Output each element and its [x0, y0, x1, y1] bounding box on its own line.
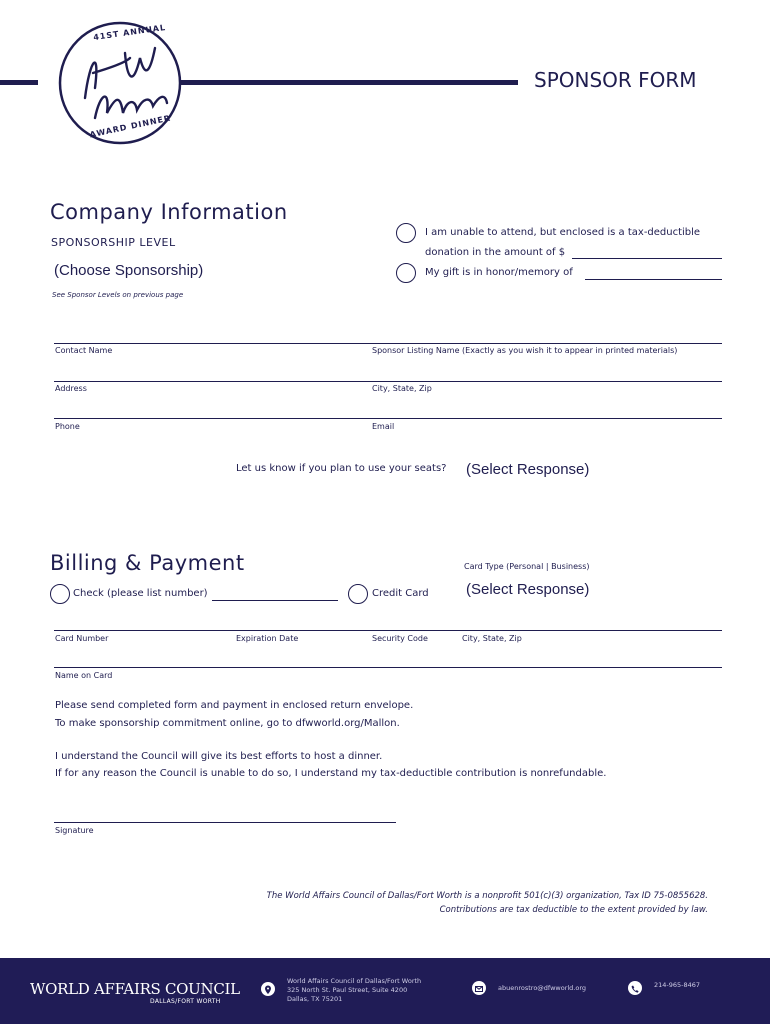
card-type-select[interactable]: (Select Response): [466, 581, 590, 598]
card-number-label: Card Number: [55, 634, 109, 643]
city-state-zip-label: City, State, Zip: [372, 384, 432, 393]
row3-line[interactable]: [54, 418, 722, 419]
address-label: Address: [55, 384, 87, 393]
check-number-line[interactable]: [212, 600, 338, 601]
row2-line[interactable]: [54, 381, 722, 382]
footer-email[interactable]: abuenrostro@dfwworld.org: [498, 984, 587, 992]
award-dinner-logo: [55, 18, 185, 148]
footer-address-2: 325 North St. Paul Street, Suite 4200: [287, 986, 408, 994]
location-icon: [261, 982, 275, 996]
signature-line[interactable]: [54, 822, 396, 823]
nonprofit-line-2: Contributions are tax deductible to the extent provided by law.: [439, 905, 708, 915]
unable-to-attend-radio[interactable]: [396, 223, 416, 243]
sponsor-levels-note: See Sponsor Levels on previous page: [52, 291, 184, 299]
header-rule-right: [180, 80, 518, 85]
credit-card-radio[interactable]: [348, 584, 368, 604]
credit-card-label: Credit Card: [372, 588, 429, 599]
honor-memory-radio[interactable]: [396, 263, 416, 283]
security-code-label: Security Code: [372, 634, 428, 643]
page-title: SPONSOR FORM: [534, 68, 697, 92]
footer-address-3: Dallas, TX 75201: [287, 995, 343, 1003]
signature-label: Signature: [55, 826, 94, 835]
footer-org-name: WORLD AFFAIRS COUNCIL: [30, 980, 240, 998]
footer-bar: [0, 958, 770, 1024]
donation-amount-line[interactable]: [572, 258, 722, 259]
instruction-line-1: Please send completed form and payment in enclosed return envelope.: [55, 700, 414, 711]
sponsorship-level-label: SPONSORSHIP LEVEL: [51, 236, 176, 249]
email-label: Email: [372, 422, 395, 431]
billing-row2-line[interactable]: [54, 667, 722, 668]
seats-select[interactable]: (Select Response): [466, 461, 590, 478]
instruction-line-4: If for any reason the Council is unable to do so, I understand my tax-deductible contribution is nonrefundable.: [55, 768, 607, 779]
billing-row1-line: [54, 630, 722, 631]
check-radio[interactable]: [50, 584, 70, 604]
honor-memory-line[interactable]: [585, 279, 722, 280]
row1-line: [54, 343, 722, 344]
logo-bottom-text: AWARD DINNER: [88, 113, 172, 140]
email-icon: [472, 981, 486, 995]
instruction-line-3: I understand the Council will give its best efforts to host a dinner.: [55, 751, 383, 762]
billing-city-label: City, State, Zip: [462, 634, 522, 643]
footer-phone[interactable]: 214-965-8467: [654, 981, 701, 989]
expiration-label: Expiration Date: [236, 634, 299, 643]
card-type-label: Card Type (Personal | Business): [464, 562, 590, 571]
donation-amount-label: donation in the amount of $: [425, 247, 566, 258]
phone-icon: [628, 981, 642, 995]
footer-org-sub: DALLAS/FORT WORTH: [150, 998, 221, 1005]
sponsorship-select[interactable]: (Choose Sponsorship): [54, 262, 204, 279]
billing-heading: Billing & Payment: [50, 551, 245, 575]
nonprofit-line-1: The World Affairs Council of Dallas/Fort Worth is a nonprofit 501(c)(3) organization, Tax ID 75-0855628.: [266, 891, 708, 901]
check-label: Check (please list number): [73, 588, 208, 599]
instruction-line-2: To make sponsorship commitment online, go to dfwworld.org/Mallon.: [55, 718, 400, 729]
honor-memory-label: My gift is in honor/memory of: [425, 267, 573, 278]
sponsor-listing-label: Sponsor Listing Name (Exactly as you wish it to appear in printed materials): [372, 346, 678, 355]
header-rule-left: [0, 80, 38, 85]
phone-label: Phone: [55, 422, 80, 431]
name-on-card-label: Name on Card: [55, 671, 113, 680]
unable-to-attend-text: I am unable to attend, but enclosed is a tax-deductible: [425, 227, 701, 238]
contact-name-label: Contact Name: [55, 346, 113, 355]
footer-address-1: World Affairs Council of Dallas/Fort Worth: [287, 977, 422, 985]
logo-top-text: 41ST ANNUAL: [92, 22, 167, 43]
company-info-heading: Company Information: [50, 200, 288, 224]
seats-question: Let us know if you plan to use your seats?: [236, 463, 447, 474]
